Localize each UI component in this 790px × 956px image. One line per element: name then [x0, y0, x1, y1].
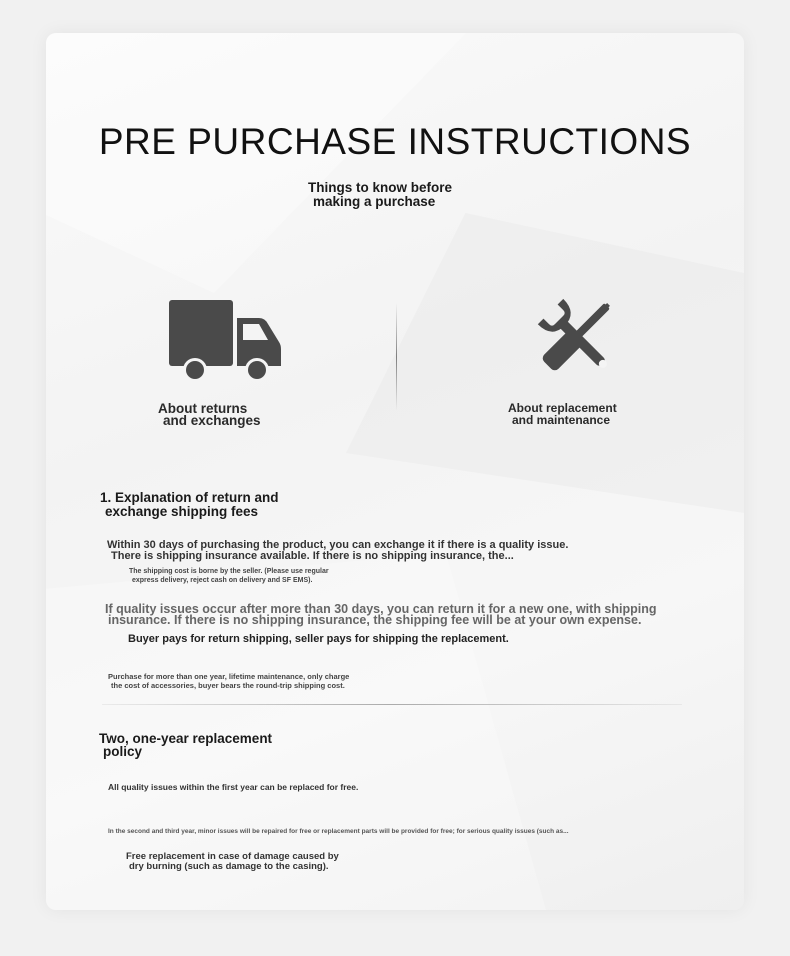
paragraph-line: If quality issues occur after more than 30 days, you can return it for a new one, with shipping	[105, 602, 657, 616]
paragraph-line: Within 30 days of purchasing the product, you can exchange it if there is a quality issue.	[107, 539, 569, 551]
section-1-paragraph-1	[107, 540, 568, 562]
wrench-screwdriver-icon	[530, 291, 622, 383]
paragraph-line: Purchase for more than one year, lifetime maintenance, only charge	[108, 672, 350, 681]
vertical-divider	[396, 303, 397, 411]
section-2-paragraph-3	[126, 852, 339, 872]
section-2-title	[99, 732, 272, 758]
section-2-paragraph-2: In the second and third year, minor issues will be repaired for free or replacement parts will be provided for free; for serious quality issues (such as...	[108, 828, 569, 835]
section-title-line: 1. Explanation of return and	[100, 490, 279, 505]
page-title: PRE PURCHASE INSTRUCTIONS	[98, 121, 692, 162]
section-1-note-2: Buyer pays for return shipping, seller pays for shipping the replacement.	[128, 633, 509, 645]
caption-line: About returns	[158, 401, 248, 416]
paragraph-line: the cost of accessories, buyer bears the round-trip shipping cost.	[111, 681, 345, 690]
background-facet	[46, 33, 466, 293]
page-subtitle	[308, 181, 452, 209]
truck-icon	[167, 298, 283, 384]
caption-line: About replacement	[508, 401, 617, 415]
note-line: express delivery, reject cash on delivery and SF EMS).	[132, 577, 313, 584]
section-1-paragraph-3	[108, 672, 349, 690]
caption-line: and exchanges	[163, 413, 261, 428]
section-1-title	[100, 491, 279, 519]
subtitle-line: making a purchase	[313, 194, 436, 209]
section-title-line: exchange shipping fees	[105, 504, 259, 519]
horizontal-divider	[102, 704, 682, 705]
section-title-line: Two, one-year replacement	[99, 731, 273, 746]
paragraph-line: dry burning (such as damage to the casing).	[129, 861, 329, 872]
paragraph-line: insurance. If there is no shipping insurance, the shipping fee will be at your own expense.	[108, 613, 642, 627]
section-1-paragraph-2	[105, 604, 657, 626]
section-2-paragraph-1: All quality issues within the first year can be replaced for free.	[108, 782, 359, 792]
note-line: The shipping cost is borne by the seller. (Please use regular	[129, 568, 329, 575]
section-1-note-1	[129, 567, 329, 585]
caption-line: and maintenance	[512, 413, 611, 427]
returns-caption	[158, 403, 261, 427]
subtitle-line: Things to know before	[308, 180, 452, 195]
paragraph-line: There is shipping insurance available. If there is no shipping insurance, the...	[111, 550, 514, 562]
section-title-line: policy	[103, 744, 143, 759]
maintenance-caption	[508, 402, 617, 426]
instructions-card	[46, 33, 744, 910]
paragraph-line: Free replacement in case of damage caused by	[126, 851, 339, 862]
